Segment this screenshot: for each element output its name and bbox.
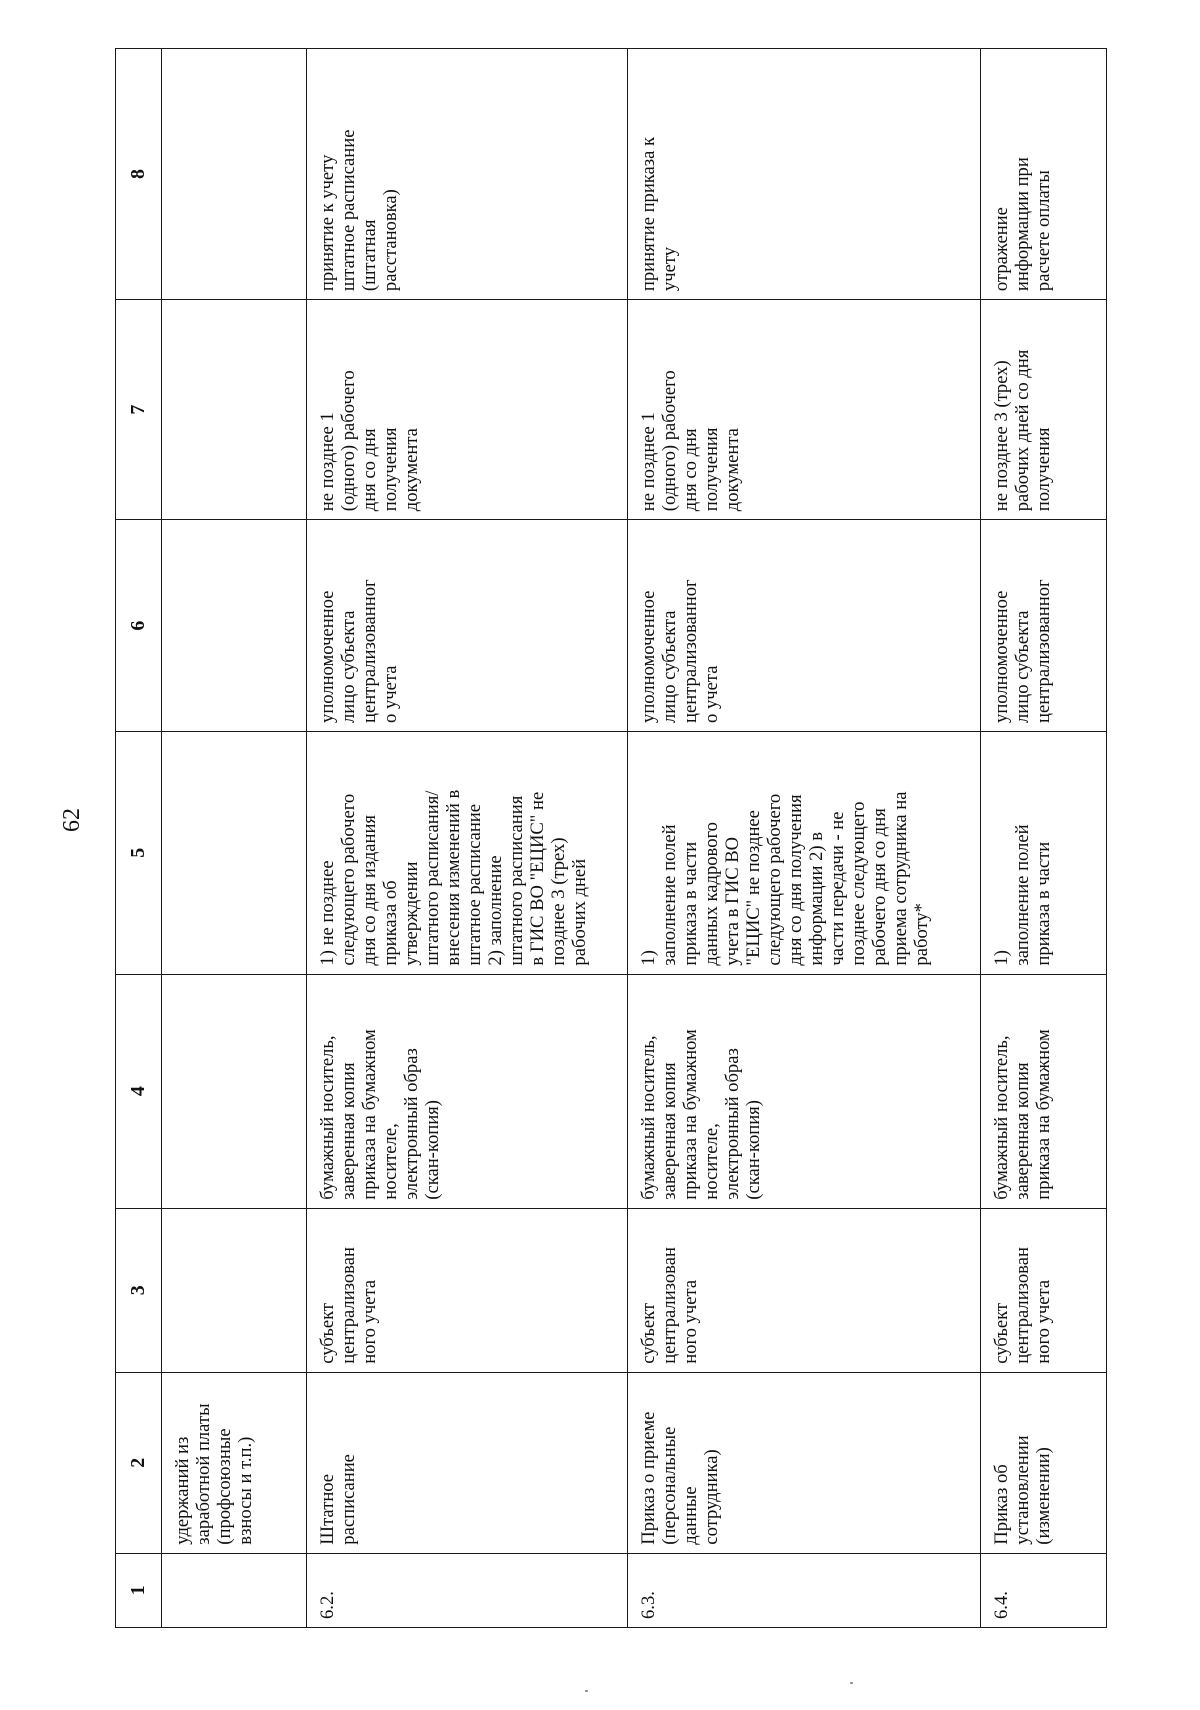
recipient-cell: уполномоченное лицо субъекта централизованног: [981, 520, 1107, 732]
responsible-cell: субъект централизован ного учета: [628, 1208, 981, 1372]
page-number: 62: [59, 808, 85, 832]
table-cell: удержаний из заработной платы (профсоюзные взносы и т.п.): [162, 1372, 307, 1553]
responsible-cell: субъект централизован ного учета: [981, 1208, 1107, 1372]
recipient-cell: уполномоченное лицо субъекта централизованног о учета: [628, 520, 981, 732]
table-cell: [162, 300, 307, 520]
responsible-cell: субъект централизован ного учета: [307, 1208, 628, 1372]
rotated-table-container: [115, 48, 1115, 1628]
table-cell: [162, 1553, 307, 1627]
column-number: 2: [116, 1372, 162, 1553]
format-cell: бумажный носитель, заверенная копия приказа на бумажном: [981, 974, 1107, 1208]
row-number-cell: 6.3.: [628, 1553, 981, 1627]
column-number: 6: [116, 520, 162, 732]
processing-deadline-cell: не позднее 1 (одного) рабочего дня со дня получения документа: [628, 300, 981, 520]
deadline-cell: 1) заполнение полей приказа в части данных кадрового учета в ГИС ВО "ЕЦИС" не позднее следующего рабочего дня со дня получения информации 2) в части передачи - не позднее следующего рабочего дня со дня приема сотрудника на работу*: [628, 731, 981, 974]
scan-speck: [585, 1690, 588, 1692]
format-cell: бумажный носитель, заверенная копия приказа на бумажном носителе, электронный образ (скан-копия): [628, 974, 981, 1208]
deadline-cell: 1) заполнение полей приказа в части: [981, 731, 1107, 974]
table-row: [981, 49, 1107, 1628]
table-cell: [162, 1208, 307, 1372]
action-cell: принятие к учету штатное расписание (штатная расстановка): [307, 49, 628, 300]
table-header-row: [116, 49, 162, 1628]
table-cell: [162, 520, 307, 732]
table-cell: [162, 731, 307, 974]
document-name-cell: Приказ об установлении (изменении): [981, 1372, 1107, 1553]
column-number: 1: [116, 1553, 162, 1627]
deadline-cell: 1) не позднее следующего рабочего дня со дня издания приказа об утверждении штатного расписания/ внесения изменений в штатное расписание 2) заполнение штатного расписания в ГИС ВО "ЕЦИС" не позднее 3 (трех) рабочих дней: [307, 731, 628, 974]
table-cell: [162, 49, 307, 300]
column-number: 8: [116, 49, 162, 300]
scan-speck: [850, 1682, 853, 1684]
document-table: [115, 48, 1107, 1628]
action-cell: отражение информации при расчете оплаты: [981, 49, 1107, 300]
table-row: [628, 49, 981, 1628]
table-cell: [162, 974, 307, 1208]
processing-deadline-cell: не позднее 3 (трех) рабочих дней со дня получения: [981, 300, 1107, 520]
column-number: 7: [116, 300, 162, 520]
row-number-cell: 6.2.: [307, 1553, 628, 1627]
table-row: [307, 49, 628, 1628]
document-name-cell: Приказ о приеме (персональные данные сотрудника): [628, 1372, 981, 1553]
processing-deadline-cell: не позднее 1 (одного) рабочего дня со дня получения документа: [307, 300, 628, 520]
column-number: 4: [116, 974, 162, 1208]
document-name-cell: Штатное расписание: [307, 1372, 628, 1553]
recipient-cell: уполномоченное лицо субъекта централизованног о учета: [307, 520, 628, 732]
table-row-continuation: [162, 49, 307, 1628]
column-number: 5: [116, 731, 162, 974]
column-number: 3: [116, 1208, 162, 1372]
row-number-cell: 6.4.: [981, 1553, 1107, 1627]
format-cell: бумажный носитель, заверенная копия приказа на бумажном носителе, электронный образ (скан-копия): [307, 974, 628, 1208]
action-cell: принятие приказа к учету: [628, 49, 981, 300]
